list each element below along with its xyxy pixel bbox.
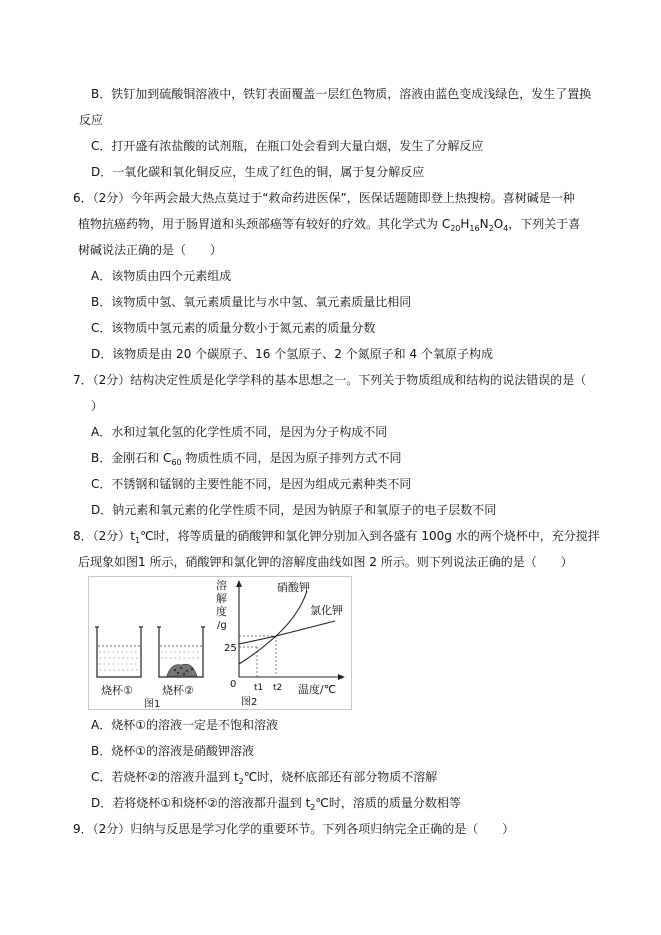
q6-stem-line1: 6．（2分）今年两会最大热点莫过于“救命药进医保”，医保话题随即登上热搜榜。喜树碱是一种 [73,191,575,205]
q6-stem-line2: 植物抗癌药物，用于肠胃道和头颈部癌等有较好的疗效。其化学式为 $C_{20}H_{16}N_2O_4$，下列关于喜 [78,217,581,233]
beaker-2-label: 烧杯② [162,684,194,697]
guide-lines [239,636,276,677]
beaker-1 [95,627,143,677]
prev-option-b-line2: 反应 [79,113,104,127]
ylabel-char-2: 解 [216,592,227,605]
q8-option-c: C．若烧杯②的溶液升温到 $t_2℃$时，烧杯底部还有部分物质不溶解 [91,770,438,786]
y-tick-25: 25 [224,643,237,654]
origin-label: 0 [230,679,237,690]
q6-option-d: D．该物质是由 20 个碳原子、16 个氢原子、2 个氮原子和 4 个氧原子构成 [91,347,493,361]
q7-stem-line1: 7．（2分）结构决定性质是化学学科的基本思想之一。下列关于物质组成和结构的说法错误的是（ [73,373,587,387]
q6-stem-line3: 树碱说法正确的是（ ） [78,243,223,257]
q7-option-a: A．水和过氧化氢的化学性质不同，是因为分子构成不同 [91,425,388,439]
q8-figure [88,576,352,710]
q8-option-d: D．若将烧杯①和烧杯②的溶液都升温到 $t_2℃$时，溶质的质量分数相等 [91,796,461,812]
prev-option-d: D．一氧化碳和氧化铜反应，生成了红色的铜，属于复分解反应 [91,165,425,179]
figure-1-label: 图1 [144,699,161,709]
q7-option-c: C．不锈钢和锰钢的主要性能不同，是因为组成元素种类不同 [91,477,412,491]
graph-axes [236,580,345,680]
q7-option-b: B．金刚石和 $C_{60}$ 物质性质不同，是因为原子排列方式不同 [91,451,402,467]
q9-stem-line1: 9．（2分）归纳与反思是学习化学的重要环节。下列各项归纳完全正确的是（ ） [73,822,515,836]
kno3-curve [239,591,307,664]
q6-option-c: C．该物质中氢元素的质量分数小于氮元素的质量分数 [91,321,376,335]
ylabel-char-1: 溶 [216,579,227,592]
q8-option-b: B．烧杯①的溶液是硝酸钾溶液 [91,744,254,758]
x-tick-t2: t2 [273,683,283,693]
q7-option-d: D．钠元素和氧元素的化学性质不同，是因为钠原子和氧原子的电子层数不同 [91,503,497,517]
figure-2-label: 图2 [241,697,258,708]
prev-option-c: C．打开盛有浓盐酸的试剂瓶，在瓶口处会看到大量白烟，发生了分解反应 [91,139,484,153]
beaker-2 [157,627,205,677]
q7-stem-line2: ） [91,399,104,413]
beaker-1-label: 烧杯① [101,684,133,697]
q6-option-b: B．该物质中氢、氧元素质量比与水中氢、氧元素质量比相同 [91,295,412,309]
x-axis-label: 温度/℃ [298,683,337,696]
kno3-curve-label: 硝酸钾 [277,581,310,594]
q8-option-a: A．烧杯①的溶液一定是不饱和溶液 [91,718,278,732]
prev-option-b-line1: B．铁钉加到硫酸铜溶液中，铁钉表面覆盖一层红色物质，溶液由蓝色变成浅绿色，发生了置换 [91,87,592,101]
q6-option-a: A．该物质由四个元素组成 [91,269,232,283]
x-tick-t1: t1 [254,683,264,693]
kcl-curve-label: 氯化钾 [310,604,343,617]
q8-stem-line2: 后现象如图1 所示，硝酸钾和氯化钾的溶解度曲线如图 2 所示。则下列说法正确的是（ ） [78,555,573,569]
ylabel-char-3: 度 [216,605,227,618]
figure-svg [89,577,351,709]
q8-stem-line1: 8．（2分）$t_1℃$时，将等质量的硝酸钾和氯化钾分别加入到各盛有 100g 水的两个烧杯中，充分搅拌 [73,529,600,545]
ylabel-char-4: /g [217,620,227,631]
